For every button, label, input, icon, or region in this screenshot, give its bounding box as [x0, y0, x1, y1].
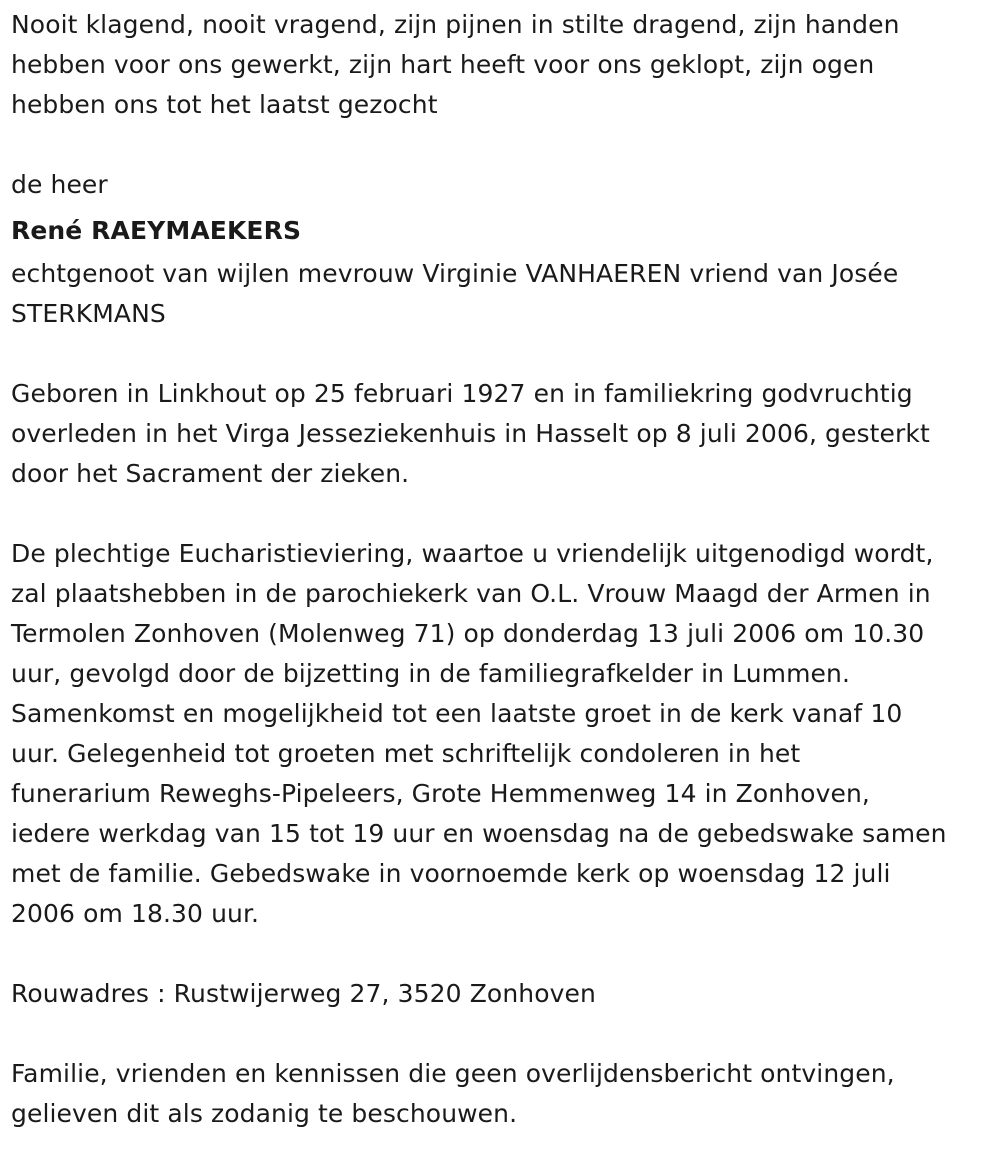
birth-death-paragraph [11, 374, 991, 494]
birth-death-line: Geboren in Linkhout op 25 februari 1927 en in familiekring godvruchtig [11, 379, 913, 408]
closing-line: gelieven dit als zodanig te beschouwen. [11, 1099, 518, 1128]
mourning-address: Rouwadres : Rustwijerweg 27, 3520 Zonhoven [11, 979, 596, 1008]
ceremony-line: 2006 om 18.30 uur. [11, 899, 260, 928]
relation-line: echtgenoot van wijlen mevrouw Virginie VANHAEREN vriend van Josée [11, 259, 899, 288]
paragraph-spacer [11, 934, 991, 974]
ceremony-line: uur, gevolgd door de bijzetting in de familiegrafkelder in Lummen. [11, 659, 851, 688]
ceremony-line: iedere werkdag van 15 tot 19 uur en woensdag na de gebedswake samen [11, 819, 947, 848]
paragraph-spacer [11, 334, 991, 374]
obituary-document [11, 5, 991, 1134]
birth-death-line: door het Sacrament der zieken. [11, 459, 410, 488]
motto-line: Nooit klagend, nooit vragend, zijn pijnen in stilte dragend, zijn handen [11, 10, 900, 39]
closing-line: Familie, vrienden en kennissen die geen overlijdensbericht ontvingen, [11, 1059, 895, 1088]
ceremony-line: Termolen Zonhoven (Molenweg 71) op donderdag 13 juli 2006 om 10.30 [11, 619, 925, 648]
paragraph-spacer [11, 125, 991, 165]
paragraph-spacer [11, 494, 991, 534]
birth-death-line: overleden in het Virga Jesseziekenhuis in Hasselt op 8 juli 2006, gesterkt [11, 419, 930, 448]
paragraph-spacer [11, 1014, 991, 1054]
ceremony-line: uur. Gelegenheid tot groeten met schriftelijk condoleren in het [11, 739, 801, 768]
relation-line: STERKMANS [11, 299, 166, 328]
ceremony-line: Samenkomst en mogelijkheid tot een laatste groet in de kerk vanaf 10 [11, 699, 903, 728]
motto-line: hebben voor ons gewerkt, zijn hart heeft voor ons geklopt, zijn ogen [11, 50, 875, 79]
ceremony-line: funerarium Reweghs-Pipeleers, Grote Hemmenweg 14 in Zonhoven, [11, 779, 870, 808]
relation-paragraph [11, 254, 991, 334]
ceremony-line: zal plaatshebben in de parochiekerk van O.L. Vrouw Maagd der Armen in [11, 579, 931, 608]
motto-line: hebben ons tot het laatst gezocht [11, 90, 438, 119]
closing-paragraph [11, 1054, 991, 1134]
ceremony-line: met de familie. Gebedswake in voornoemde kerk op woensdag 12 juli [11, 859, 891, 888]
salutation: de heer [11, 170, 108, 199]
motto-paragraph [11, 5, 991, 125]
deceased-name: René RAEYMAEKERS [11, 216, 302, 245]
ceremony-line: De plechtige Eucharistieviering, waartoe u vriendelijk uitgenodigd wordt, [11, 539, 934, 568]
ceremony-paragraph [11, 534, 991, 934]
